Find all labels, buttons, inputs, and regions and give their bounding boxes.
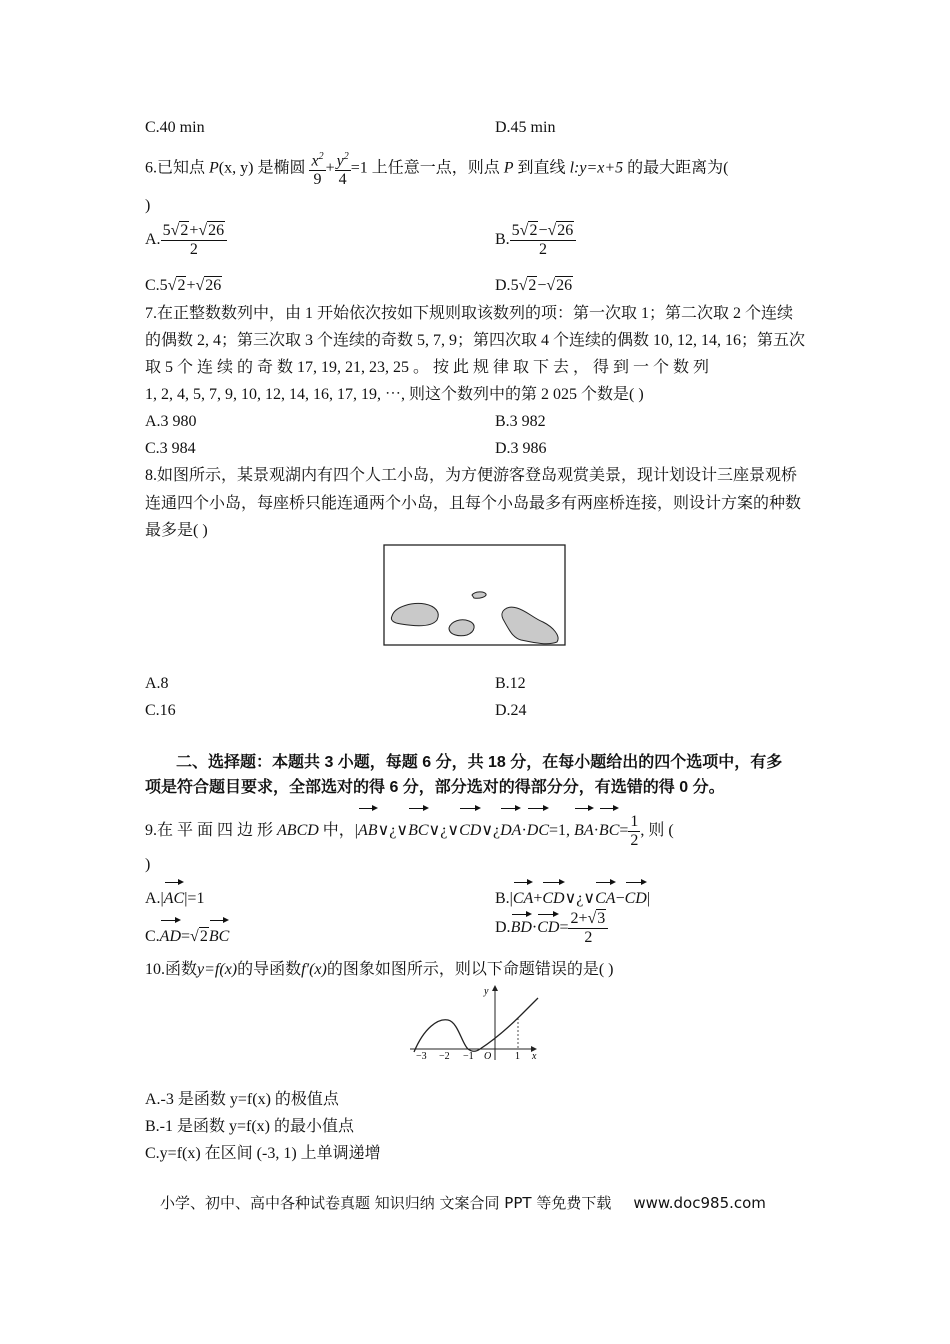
point-p: P	[503, 159, 514, 177]
q8-line-2: 连通四个小岛，每座桥只能连通两个小岛，且每个小岛最多有两座桥连接，则设计方案的种数	[145, 495, 802, 512]
q6-text: 上任意一点，则点	[371, 159, 500, 177]
q9-stem: 9.在 平 面 四 边 形 ABCD 中，|AB∨¿∨BC∨¿∨CD∨¿DA·DC=1, BA·BC= $\frac{1}{2}$ , 则 (	[145, 806, 674, 850]
q10-option-c: C.y=f(x) 在区间 (-3, 1) 上单调递增	[145, 1145, 381, 1162]
section2-heading-line-2: 项是符合题目要求，全部选对的得 6 分，部分选对的得部分分，有选错的得 0 分。	[145, 779, 725, 796]
q6-option-b: B. $\frac{5√2-√26}{2}$	[495, 222, 576, 259]
fraction-one-half: $\frac{1}{2}$	[630, 812, 639, 849]
point-coords: (x, y)	[218, 159, 254, 177]
tick-minus-1: −1	[463, 1051, 474, 1062]
plus-sign: +	[325, 159, 335, 177]
q7-line-1: 7.在正整数数列中，由 1 开始依次按如下规则取该数列的项：第一次取 1；第二次取 2 个连续	[145, 305, 794, 322]
q7-line-3: 取 5 个 连 续 的 奇 数 17, 19, 21, 23, 25 。 按 此 规 律 取 下 去 ， 得 到 一 个 数 列	[145, 359, 710, 376]
island-2	[472, 592, 486, 598]
vector-da: DA	[500, 806, 521, 850]
lake-islands-figure	[383, 544, 567, 647]
page-footer	[160, 1192, 766, 1213]
q5-option-c: C.40 min	[145, 119, 205, 136]
q7-option-b: B.3 982	[495, 413, 546, 430]
derivative-curve	[414, 998, 538, 1052]
q6-option-d: D.5√2−√26	[495, 277, 573, 294]
footer-text: 小学、初中、高中各种试卷真题 知识归纳 文案合同 PPT 等免费下载	[160, 1194, 612, 1212]
derivative-graph	[408, 982, 548, 1062]
q8-option-a: A.8	[145, 675, 169, 692]
origin-label: O	[484, 1051, 492, 1062]
q9-option-a: A.|AC|=1	[145, 880, 204, 912]
q9-option-b: B.|CA+CD∨¿∨CA−CD|	[495, 880, 650, 912]
q8-line-1: 8.如图所示，某景观湖内有四个人工小岛，为方便游客登岛观赏美景，现计划设计三座景观桥	[145, 467, 798, 484]
q7-option-d: D.3 986	[495, 440, 547, 457]
footer-site-link[interactable]: www.doc985.com	[633, 1194, 766, 1212]
tick-minus-2: −2	[439, 1051, 450, 1062]
q6-stem	[145, 148, 728, 189]
q8-line-3: 最多是( )	[145, 522, 208, 539]
quad-abcd: ABCD	[277, 822, 319, 839]
derivative-fprime: f′(x)	[301, 961, 327, 978]
q7-line-4: 1, 2, 4, 5, 7, 9, 10, 12, 14, 16, 17, 19, ⋯, 则这个数列中的第 2 025 个数是( )	[145, 386, 644, 403]
vector-ba: BA	[574, 806, 594, 850]
q5-option-d: D.45 min	[495, 119, 556, 136]
point-p: P	[209, 159, 219, 177]
vector-dc: DC	[527, 806, 549, 850]
q6-text: 是椭圆	[257, 159, 306, 177]
q7-option-c: C.3 984	[145, 440, 196, 457]
fraction-x2-9: $\frac{x^2}{9}$	[309, 148, 325, 189]
section2-heading-line-1: 二、选择题：本题共 3 小题，每题 6 分，共 18 分，在每小题给出的四个选项中，有多	[176, 754, 783, 771]
y-axis-label: y	[484, 986, 489, 997]
q7-option-a: A.3 980	[145, 413, 197, 430]
q6-option-a: A. $\frac{5√2+√26}{2}$	[145, 222, 227, 259]
q6-option-c: C.5√2+√26	[145, 277, 222, 294]
equals-one: =1	[350, 159, 368, 177]
q6-text: 6.已知点	[145, 159, 206, 177]
line-equation: y=x+5	[579, 159, 624, 177]
function-y-fx: y=f(x)	[197, 961, 238, 978]
line-l: l:	[569, 159, 580, 177]
island-3	[449, 620, 474, 636]
tick-minus-3: −3	[416, 1051, 427, 1062]
q6-close-paren: )	[145, 197, 151, 214]
tick-1: 1	[515, 1051, 520, 1062]
q8-option-d: D.24	[495, 702, 527, 719]
q8-option-c: C.16	[145, 702, 176, 719]
q10-stem: 10.函数y=f(x)的导函数f′(x)的图象如图所示，则以下命题错误的是( )	[145, 961, 614, 978]
q9-close-paren: )	[145, 856, 151, 873]
vector-cd: CD	[459, 806, 481, 850]
q7-line-2: 的偶数 2, 4；第三次取 3 个连续的奇数 5, 7, 9；第四次取 4 个连续的偶数 10, 12, 14, 16；第五次	[145, 332, 806, 349]
vector-ab: AB	[358, 806, 378, 850]
q6-text: 的最大距离为(	[627, 159, 729, 177]
x-axis-label: x	[532, 1051, 537, 1062]
q10-option-b: B.-1 是函数 y=f(x) 的最小值点	[145, 1118, 355, 1135]
vector-bc: BC	[599, 806, 619, 850]
vector-bc: BC	[408, 806, 428, 850]
q10-option-a: A.-3 是函数 y=f(x) 的极值点	[145, 1091, 339, 1108]
fraction-y2-4: $\frac{y^2}{4}$	[335, 148, 351, 189]
q8-option-b: B.12	[495, 675, 526, 692]
q9-option-d: D.BD·CD= $\frac{2+√3}{2}$	[495, 910, 608, 947]
q9-option-c: C.AD=√2BC	[145, 918, 229, 950]
q6-text: 到直线	[517, 159, 566, 177]
